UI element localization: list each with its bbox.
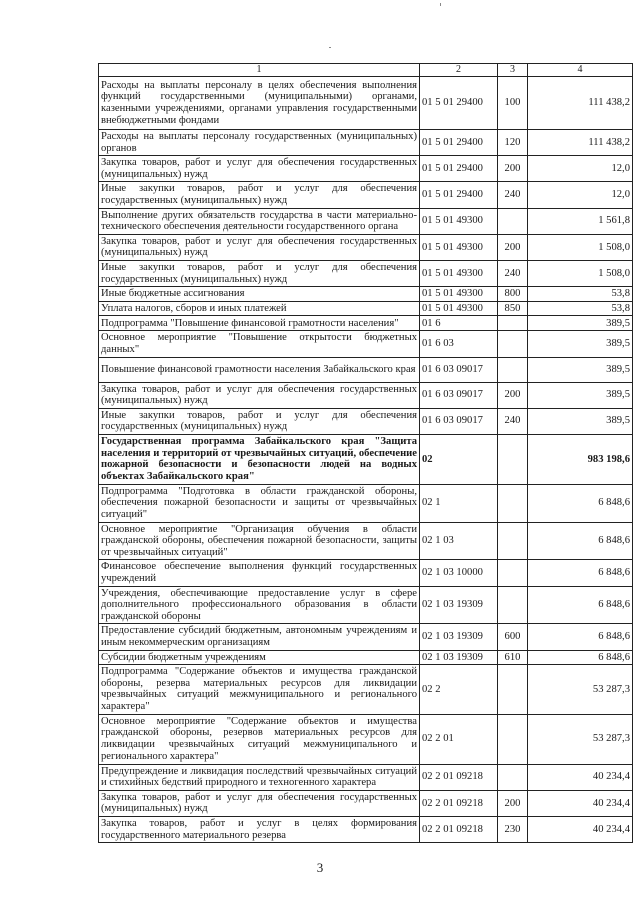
row-code-cell: 02 1 03 19309	[420, 650, 498, 665]
row-code-cell: 01 5 01 29400	[420, 182, 498, 208]
row-vr-cell	[498, 665, 528, 714]
row-code-cell: 02 1	[420, 484, 498, 522]
row-sum-cell: 6 848,6	[528, 650, 633, 665]
table-row	[99, 301, 633, 316]
row-name-cell: Государственная программа Забайкальского края "Защита населения и территорий от чрезвычайных ситуаций, обеспечение пожарной безопасности и безопасности людей на водных объектах Забайкальского края"	[99, 434, 420, 484]
row-code-cell: 02 2 01	[420, 714, 498, 764]
row-vr-cell	[498, 484, 528, 522]
row-sum-cell: 389,5	[528, 357, 633, 382]
row-vr-cell: 610	[498, 650, 528, 665]
row-sum-cell: 53,8	[528, 301, 633, 316]
budget-table-body	[99, 64, 633, 843]
row-sum-cell: 983 198,6	[528, 434, 633, 484]
row-code-cell: 02 1 03 19309	[420, 624, 498, 650]
table-row	[99, 816, 633, 842]
table-row	[99, 522, 633, 560]
row-vr-cell	[498, 434, 528, 484]
row-code-cell: 01 5 01 49300	[420, 260, 498, 286]
row-code-cell: 01 5 01 49300	[420, 301, 498, 316]
row-sum-cell: 389,5	[528, 316, 633, 331]
header-cell-sum: 4	[528, 64, 633, 77]
row-code-cell: 01 6 03 09017	[420, 382, 498, 408]
row-name-cell: Иные бюджетные ассигнования	[99, 287, 420, 302]
row-code-cell: 02 2 01 09218	[420, 790, 498, 816]
scan-speck	[329, 47, 331, 48]
table-row	[99, 287, 633, 302]
row-sum-cell: 6 848,6	[528, 560, 633, 586]
row-name-cell: Подпрограмма "Повышение финансовой грамотности населения"	[99, 316, 420, 331]
row-name-cell: Предоставление субсидий бюджетным, автономным учреждениям и иным некоммерческим организациям	[99, 624, 420, 650]
row-code-cell: 02 2 01 09218	[420, 764, 498, 790]
row-code-cell: 01 5 01 49300	[420, 287, 498, 302]
row-sum-cell: 389,5	[528, 408, 633, 434]
table-row	[99, 714, 633, 764]
table-row	[99, 586, 633, 624]
row-code-cell: 02 1 03 19309	[420, 586, 498, 624]
row-name-cell: Финансовое обеспечение выполнения функций государственных учреждений	[99, 560, 420, 586]
row-vr-cell: 200	[498, 234, 528, 260]
row-name-cell: Расходы на выплаты персоналу в целях обеспечения выполнения функций государственными (муниципальными) органами, казенными учреждениями, органами управления государственными внебюджетными фондами	[99, 77, 420, 130]
row-sum-cell: 6 848,6	[528, 522, 633, 560]
row-sum-cell: 6 848,6	[528, 484, 633, 522]
table-row	[99, 484, 633, 522]
table-row	[99, 560, 633, 586]
row-name-cell: Закупка товаров, работ и услуг для обеспечения государственных (муниципальных) нужд	[99, 234, 420, 260]
row-sum-cell: 111 438,2	[528, 130, 633, 156]
row-vr-cell: 200	[498, 156, 528, 182]
row-sum-cell: 53 287,3	[528, 665, 633, 714]
row-code-cell: 02 2 01 09218	[420, 816, 498, 842]
row-vr-cell	[498, 586, 528, 624]
row-sum-cell: 12,0	[528, 182, 633, 208]
table-row	[99, 790, 633, 816]
row-sum-cell: 40 234,4	[528, 816, 633, 842]
row-sum-cell: 1 561,8	[528, 208, 633, 234]
row-vr-cell	[498, 357, 528, 382]
row-vr-cell: 100	[498, 77, 528, 130]
row-sum-cell: 6 848,6	[528, 586, 633, 624]
row-name-cell: Иные закупки товаров, работ и услуг для обеспечения государственных (муниципальных) нужд	[99, 260, 420, 286]
page-number: 3	[316, 860, 324, 875]
row-code-cell: 01 5 01 49300	[420, 234, 498, 260]
row-code-cell: 01 6	[420, 316, 498, 331]
row-sum-cell: 1 508,0	[528, 260, 633, 286]
row-name-cell: Иные закупки товаров, работ и услуг для обеспечения государственных (муниципальных) нужд	[99, 408, 420, 434]
row-vr-cell	[498, 714, 528, 764]
row-vr-cell: 230	[498, 816, 528, 842]
row-code-cell: 01 5 01 29400	[420, 77, 498, 130]
row-vr-cell: 850	[498, 301, 528, 316]
row-vr-cell: 200	[498, 382, 528, 408]
row-vr-cell: 120	[498, 130, 528, 156]
table-row	[99, 208, 633, 234]
table-header-row	[99, 64, 633, 77]
scan-speck	[440, 3, 441, 6]
row-name-cell: Подпрограмма "Содержание объектов и имущества гражданской обороны, резерва материальных ресурсов для ликвидации чрезвычайных ситуаций межмуниципального и регионального характера"	[99, 665, 420, 714]
row-vr-cell: 240	[498, 260, 528, 286]
table-row	[99, 357, 633, 382]
header-cell-code: 2	[420, 64, 498, 77]
row-name-cell: Выполнение других обязательств государства в части материально-технического обеспечения деятельности государственного органа	[99, 208, 420, 234]
row-code-cell: 02 1 03 10000	[420, 560, 498, 586]
row-sum-cell: 6 848,6	[528, 624, 633, 650]
row-code-cell: 01 5 01 49300	[420, 208, 498, 234]
row-sum-cell: 40 234,4	[528, 764, 633, 790]
row-name-cell: Закупка товаров, работ и услуг для обеспечения государственных (муниципальных) нужд	[99, 382, 420, 408]
row-vr-cell	[498, 331, 528, 357]
row-vr-cell: 200	[498, 790, 528, 816]
table-row	[99, 260, 633, 286]
row-vr-cell: 800	[498, 287, 528, 302]
row-name-cell: Повышение финансовой грамотности населения Забайкальского края	[99, 357, 420, 382]
row-vr-cell	[498, 560, 528, 586]
table-row	[99, 650, 633, 665]
table-row	[99, 624, 633, 650]
row-name-cell: Учреждения, обеспечивающие предоставление услуг в сфере дополнительного профессионального образования в области гражданской обороны	[99, 586, 420, 624]
row-name-cell: Субсидии бюджетным учреждениям	[99, 650, 420, 665]
row-code-cell: 01 5 01 29400	[420, 156, 498, 182]
header-cell-vr: 3	[498, 64, 528, 77]
table-row	[99, 434, 633, 484]
row-code-cell: 02 1 03	[420, 522, 498, 560]
row-name-cell: Основное мероприятие "Организация обучения в области гражданской обороны, обеспечения пожарной безопасности, защиты от чрезвычайных ситуаций"	[99, 522, 420, 560]
row-code-cell: 01 6 03	[420, 331, 498, 357]
table-row	[99, 182, 633, 208]
row-name-cell: Иные закупки товаров, работ и услуг для обеспечения государственных (муниципальных) нужд	[99, 182, 420, 208]
row-name-cell: Закупка товаров, работ и услуг для обеспечения государственных (муниципальных) нужд	[99, 790, 420, 816]
row-name-cell: Расходы на выплаты персоналу государственных (муниципальных) органов	[99, 130, 420, 156]
header-cell-name: 1	[99, 64, 420, 77]
row-vr-cell	[498, 522, 528, 560]
row-sum-cell: 389,5	[528, 382, 633, 408]
row-vr-cell: 240	[498, 408, 528, 434]
table-row	[99, 331, 633, 357]
row-name-cell: Предупреждение и ликвидация последствий чрезвычайных ситуаций и стихийных бедствий природного и техногенного характера	[99, 764, 420, 790]
row-name-cell: Закупка товаров, работ и услуг в целях формирования государственного материального резерва	[99, 816, 420, 842]
row-code-cell: 01 6 03 09017	[420, 357, 498, 382]
row-vr-cell: 240	[498, 182, 528, 208]
row-vr-cell	[498, 764, 528, 790]
row-name-cell: Уплата налогов, сборов и иных платежей	[99, 301, 420, 316]
budget-table	[98, 63, 633, 843]
row-sum-cell: 53,8	[528, 287, 633, 302]
row-name-cell: Основное мероприятие "Повышение открытости бюджетных данных"	[99, 331, 420, 357]
row-sum-cell: 389,5	[528, 331, 633, 357]
row-name-cell: Основное мероприятие "Содержание объектов и имущества гражданской обороны, резервов материальных ресурсов для ликвидации чрезвычайных ситуаций межмуниципального и регионального характера"	[99, 714, 420, 764]
table-row	[99, 156, 633, 182]
row-name-cell: Закупка товаров, работ и услуг для обеспечения государственных (муниципальных) нужд	[99, 156, 420, 182]
row-code-cell: 02	[420, 434, 498, 484]
row-sum-cell: 1 508,0	[528, 234, 633, 260]
table-row	[99, 130, 633, 156]
row-sum-cell: 40 234,4	[528, 790, 633, 816]
row-sum-cell: 111 438,2	[528, 77, 633, 130]
table-row	[99, 77, 633, 130]
row-code-cell: 01 6 03 09017	[420, 408, 498, 434]
row-sum-cell: 53 287,3	[528, 714, 633, 764]
table-row	[99, 408, 633, 434]
table-row	[99, 764, 633, 790]
row-code-cell: 01 5 01 29400	[420, 130, 498, 156]
row-vr-cell: 600	[498, 624, 528, 650]
row-sum-cell: 12,0	[528, 156, 633, 182]
row-name-cell: Подпрограмма "Подготовка в области гражданской обороны, обеспечения пожарной безопасности и защиты от чрезвычайных ситуаций"	[99, 484, 420, 522]
row-code-cell: 02 2	[420, 665, 498, 714]
row-vr-cell	[498, 316, 528, 331]
table-row	[99, 316, 633, 331]
table-row	[99, 665, 633, 714]
table-row	[99, 234, 633, 260]
row-vr-cell	[498, 208, 528, 234]
table-row	[99, 382, 633, 408]
